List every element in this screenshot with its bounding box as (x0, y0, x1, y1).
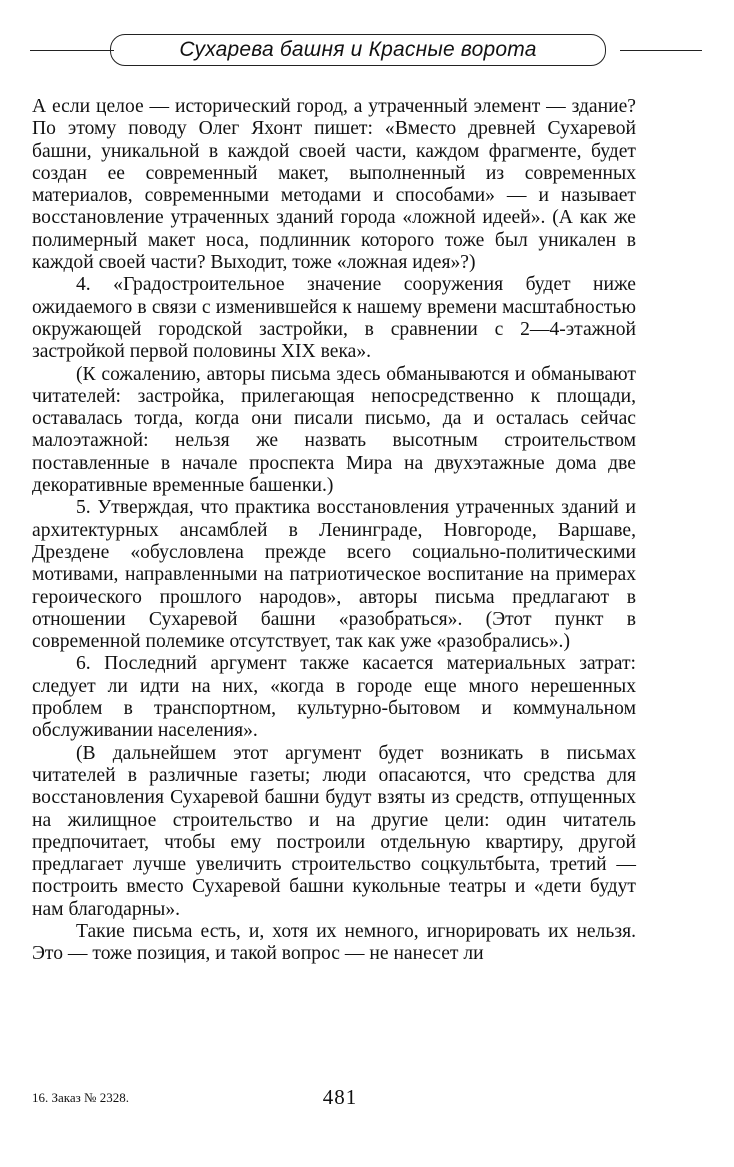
paragraph: 4. «Градостроительное значение сооружения будет ниже ожидаемого в связи с изменившейся к нашему времени масштабностью окружающей городской застройки, в сравнении с 2—4-этажной застройкой первой половины XIX века». (32, 274, 636, 363)
header-rule-right (620, 50, 702, 51)
printer-signature: 16. Заказ № 2328. (32, 1090, 129, 1105)
paragraph: А если целое — исторический город, а утраченный элемент — здание? По этому поводу Олег Яхонт пишет: «Вместо древней Сухаревой башни, уникальной в каждой своей части, каждом фрагменте, будет создан ее современный макет, выполненный из современных материалов, современными методами и способами» — и называет восстановление утраченных зданий города «ложной идеей». (А как же полимерный макет носа, подлинник которого тоже был уникален в каждой своей части? Выходит, тоже «ложная идея»?) (32, 96, 636, 274)
page-number: 481 (322, 1085, 358, 1109)
paragraph: (К сожалению, авторы письма здесь обманываются и обманывают читателей: застройка, прилегающая непосредственно к площади, оставалась тогда, когда они писали письмо, да и осталась сейчас малоэтажной: нельзя же назвать высотным строительством поставленные в начале проспекта Мира на двухэтажные дома две декоративные временные башенки.) (32, 363, 636, 497)
header-rule-left (30, 50, 114, 51)
chapter-title: Сухарева башня и Красные ворота (179, 38, 537, 61)
paragraph: 5. Утверждая, что практика восстановления утраченных зданий и архитектурных ансамблей в Ленинграде, Новгороде, Варшаве, Дрездене «обусловлена прежде всего социально-политическими мотивами, направленными на патриотическое воспитание на примерах героического прошлого народов», авторы письма предлагают в отношении Сухаревой башни «разобраться». (Этот пункт в современной полемике отсутствует, так как уже «разобрались».) (32, 497, 636, 653)
paragraph: 6. Последний аргумент также касается материальных затрат: следует ли идти на них, «когда в городе еще много нерешенных проблем в транспортном, культурно-бытовом и коммунальном обслуживании населения». (32, 653, 636, 742)
paragraph: Такие письма есть, и, хотя их немного, игнорировать их нельзя. Это — тоже позиция, и такой вопрос — не нанесет ли (32, 920, 636, 965)
paragraph: (В дальнейшем этот аргумент будет возникать в письмах читателей в различные газеты; люди опасаются, что средства для восстановления Сухаревой башни будут взяты из средств, отпущенных на жилищное строительство и на другие цели: один читатель предпочитает, чтобы ему построили отдельную квартиру, другой предлагает лучше увеличить строительство соцкультбыта, третий — построить вместо Сухаревой башни кукольные театры и «дети будут нам благодарны». (32, 742, 636, 920)
body-text (32, 96, 636, 966)
running-header (30, 34, 702, 68)
